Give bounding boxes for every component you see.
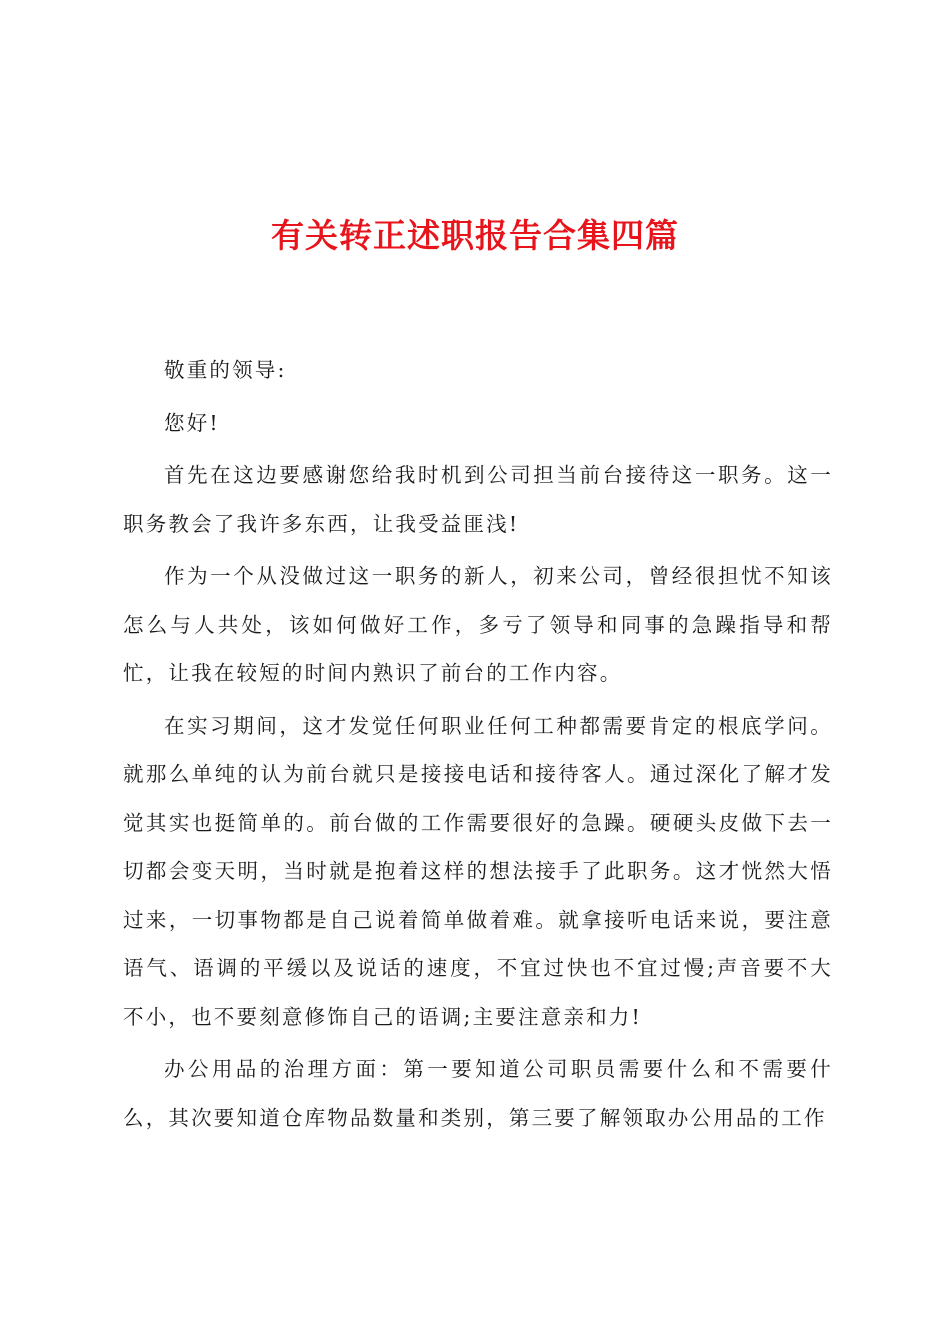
paragraph-newcomer: 作为一个从没做过这一职务的新人，初来公司，曾经很担忧不知该怎么与人共处，该如何做好工作，多亏了领导和同事的急躁指导和帮忙，让我在较短的时间内熟识了前台的工作内容。 (123, 564, 833, 685)
salutation: 敬重的领导: (164, 358, 287, 382)
paragraph-internship: 在实习期间，这才发觉任何职业任何工种都需要肯定的根底学问。就那么单纯的认为前台就只是接接电话和接待客人。通过深化了解才发觉其实也挺简单的。前台做的工作需要很好的急躁。硬硬头皮做下去一切都会变天明，当时就是抱着这样的想法接手了此职务。这才恍然大悟过来，一切事物都是自己说着简单做着难。就拿接听电话来说，要注意语气、语调的平缓以及说话的速度，不宜过快也不宜过慢;声音要不大不小，也不要刻意修饰自己的语调;主要注意亲和力! (123, 713, 833, 1029)
paragraph-office-supplies: 办公用品的治理方面：第一要知道公司职员需要什么和不需要什么，其次要知道仓库物品数量和类别，第三要了解领取办公用品的工作 (123, 1057, 833, 1130)
document-body (123, 346, 833, 1142)
paragraph-thanks: 首先在这边要感谢您给我时机到公司担当前台接待这一职务。这一职务教会了我许多东西，让我受益匪浅! (123, 463, 833, 536)
document-title: 有关转正述职报告合集四篇 (271, 216, 679, 255)
greeting: 您好! (164, 410, 220, 435)
